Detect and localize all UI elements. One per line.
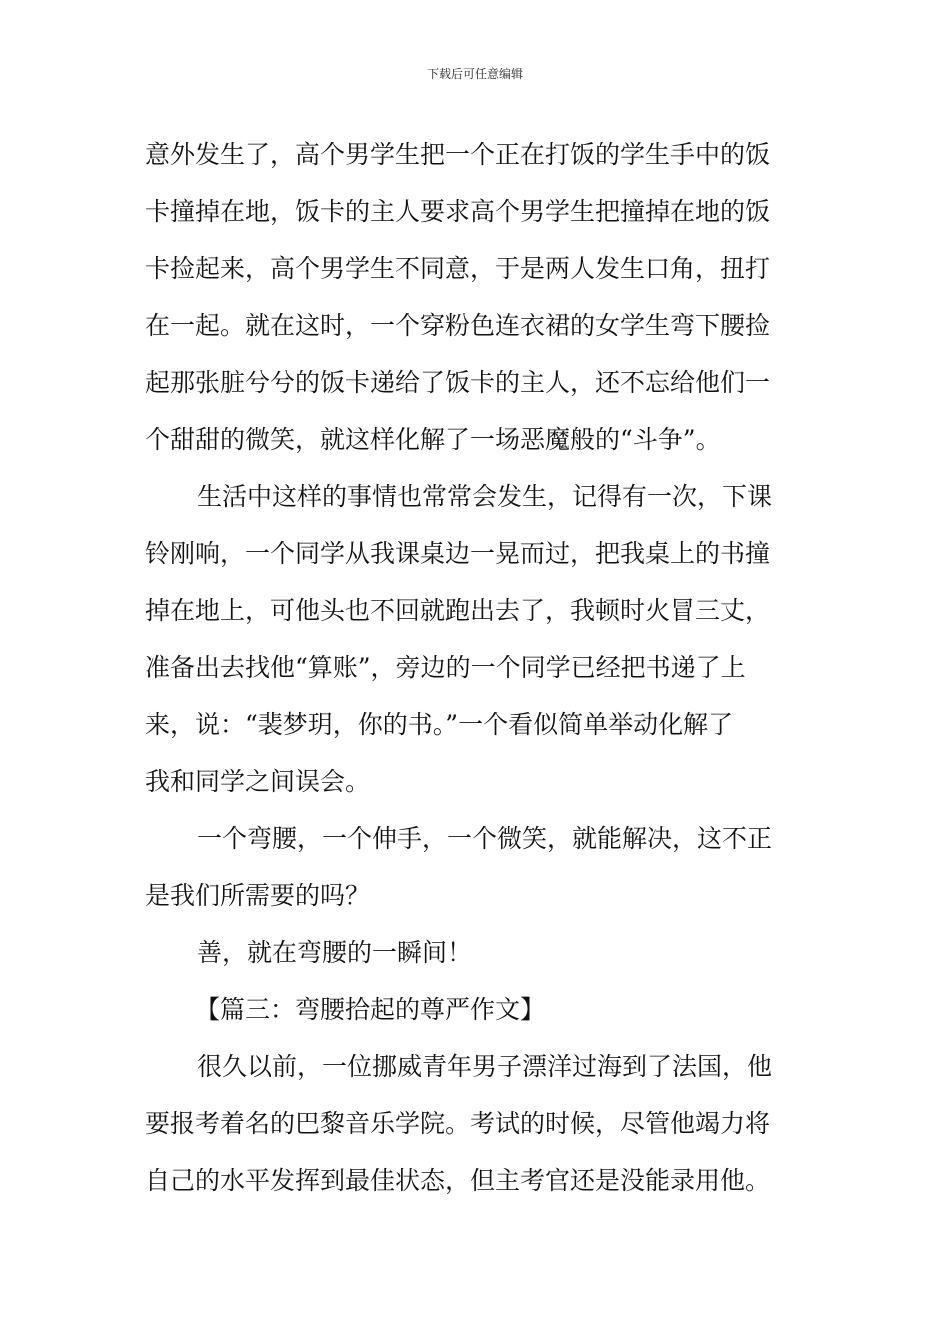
text-line: 卡捡起来，高个男学生不同意，于是两人发生口角，扭打 bbox=[145, 254, 771, 283]
text-line: 来，说：“裴梦玥，你的书。”一个看似简单举动化解了 bbox=[145, 710, 734, 739]
document-body bbox=[145, 126, 810, 1209]
text-line: 卡撞掉在地，饭卡的主人要求高个男学生把撞掉在地的饭 bbox=[145, 197, 771, 226]
page-header: 下载后可任意编辑 bbox=[426, 67, 523, 81]
paragraph-start-line: 一个弯腰，一个伸手，一个微笑，就能解决，这不正 bbox=[197, 824, 773, 853]
text-line: 我和同学之间误会。 bbox=[145, 767, 371, 796]
section-heading: 【篇三：弯腰拾起的尊严作文】 bbox=[195, 995, 546, 1024]
text-line: 起那张脏兮兮的饭卡递给了饭卡的主人，还不忘给他们一 bbox=[145, 368, 771, 397]
text-line: 铃刚响，一个同学从我课桌边一晃而过，把我桌上的书撞 bbox=[145, 539, 771, 568]
paragraph-start-line: 善，就在弯腰的一瞬间！ bbox=[197, 938, 473, 967]
text-line: 要报考着名的巴黎音乐学院。考试的时候，尽管他竭力将 bbox=[145, 1109, 771, 1138]
text-line: 准备出去找他“算账”，旁边的一个同学已经把书递了上 bbox=[145, 653, 746, 682]
text-line: 掉在地上，可他头也不回就跑出去了，我顿时火冒三丈， bbox=[145, 596, 771, 625]
text-line: 意外发生了，高个男学生把一个正在打饭的学生手中的饭 bbox=[145, 140, 771, 169]
text-line: 是我们所需要的吗？ bbox=[145, 881, 371, 910]
text-line: 自己的水平发挥到最佳状态，但主考官还是没能录用他。 bbox=[145, 1166, 771, 1195]
text-line: 在一起。就在这时，一个穿粉色连衣裙的女学生弯下腰捡 bbox=[145, 311, 771, 340]
text-line: 个甜甜的微笑，就这样化解了一场恶魔般的“斗争”。 bbox=[145, 425, 721, 454]
paragraph-start-line: 生活中这样的事情也常常会发生，记得有一次，下课 bbox=[197, 482, 773, 511]
paragraph-start-line: 很久以前，一位挪威青年男子漂洋过海到了法国，他 bbox=[197, 1052, 773, 1081]
